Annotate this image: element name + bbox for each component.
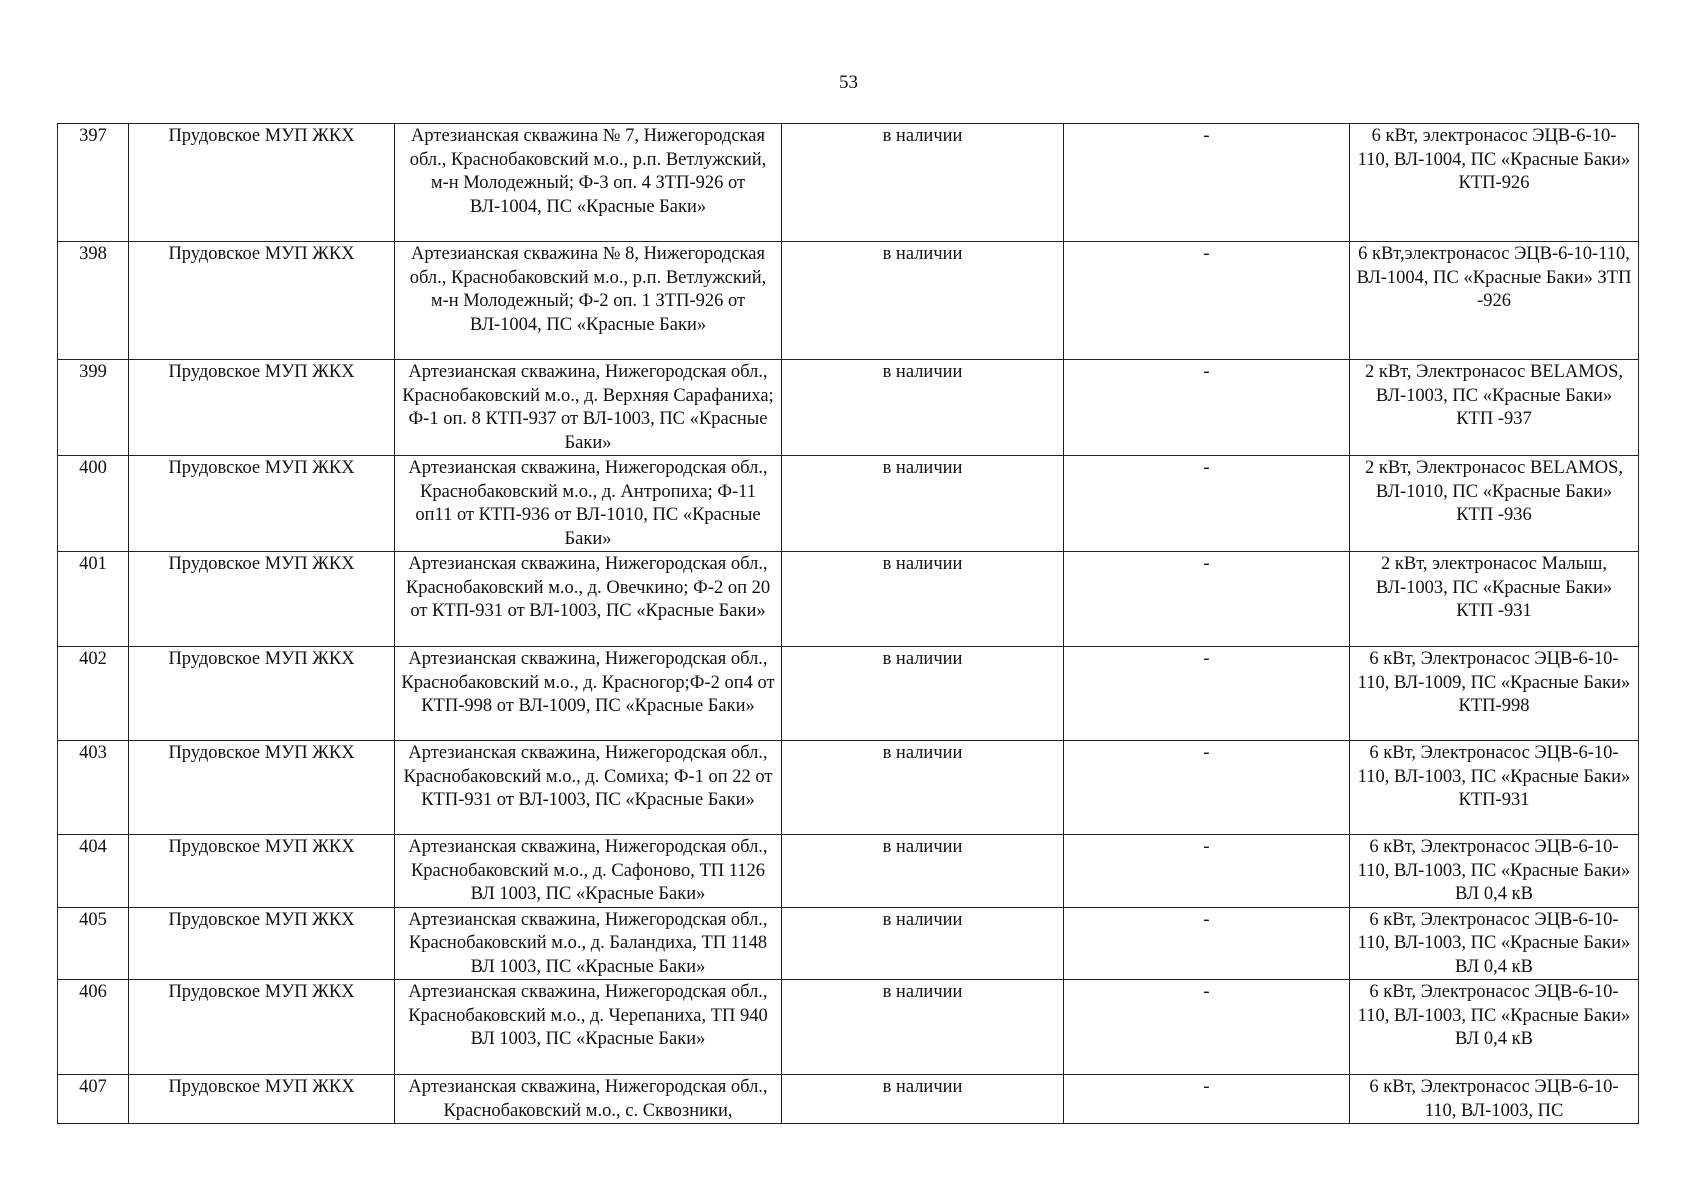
table-row	[58, 980, 1639, 1075]
dash-cell: -	[1064, 741, 1350, 835]
status-cell: в наличии	[782, 980, 1064, 1075]
table-row	[58, 741, 1639, 835]
organization-cell: Прудовское МУП ЖКХ	[129, 360, 395, 456]
address-cell: Артезианская скважина, Нижегородская обл., Краснобаковский м.о., д. Черепаниха, ТП 940 ВЛ 1003, ПС «Красные Баки»	[395, 980, 782, 1075]
organization-cell: Прудовское МУП ЖКХ	[129, 647, 395, 741]
row-number: 402	[58, 647, 129, 741]
organization-cell: Прудовское МУП ЖКХ	[129, 552, 395, 647]
status-cell: в наличии	[782, 741, 1064, 835]
row-number: 398	[58, 242, 129, 360]
page-number: 53	[839, 72, 858, 93]
row-number: 405	[58, 907, 129, 980]
table-row	[58, 647, 1639, 741]
organization-cell: Прудовское МУП ЖКХ	[129, 741, 395, 835]
power-cell: 6 кВт, Электронасос ЭЦВ-6-10-110, ВЛ-1003, ПС «Красные Баки» ВЛ 0,4 кВ	[1350, 835, 1639, 908]
status-cell: в наличии	[782, 907, 1064, 980]
power-cell: 2 кВт, электронасос Малыш, ВЛ-1003, ПС «Красные Баки» КТП -931	[1350, 552, 1639, 647]
power-cell: 6 кВт, Электронасос ЭЦВ-6-10-110, ВЛ-1003, ПС	[1350, 1075, 1639, 1124]
dash-cell: -	[1064, 124, 1350, 242]
row-number: 403	[58, 741, 129, 835]
dash-cell: -	[1064, 907, 1350, 980]
organization-cell: Прудовское МУП ЖКХ	[129, 907, 395, 980]
address-cell: Артезианская скважина № 7, Нижегородская обл., Краснобаковский м.о., р.п. Ветлужский, м-н Молодежный; Ф-3 оп. 4 ЗТП-926 от ВЛ-1004, ПС «Красные Баки»	[395, 124, 782, 242]
row-number: 406	[58, 980, 129, 1075]
organization-cell: Прудовское МУП ЖКХ	[129, 1075, 395, 1124]
address-cell: Артезианская скважина, Нижегородская обл., Краснобаковский м.о., д. Овечкино; Ф-2 оп 20 от КТП-931 от ВЛ-1003, ПС «Красные Баки»	[395, 552, 782, 647]
address-cell: Артезианская скважина № 8, Нижегородская обл., Краснобаковский м.о., р.п. Ветлужский, м-н Молодежный; Ф-2 оп. 1 ЗТП-926 от ВЛ-1004, ПС «Красные Баки»	[395, 242, 782, 360]
dash-cell: -	[1064, 552, 1350, 647]
table-row	[58, 242, 1639, 360]
dash-cell: -	[1064, 980, 1350, 1075]
organization-cell: Прудовское МУП ЖКХ	[129, 124, 395, 242]
wells-table	[57, 123, 1639, 1124]
table-row	[58, 360, 1639, 456]
dash-cell: -	[1064, 1075, 1350, 1124]
status-cell: в наличии	[782, 1075, 1064, 1124]
row-number: 400	[58, 456, 129, 552]
table-row	[58, 1075, 1639, 1124]
table-row	[58, 552, 1639, 647]
table-row	[58, 835, 1639, 908]
address-cell: Артезианская скважина, Нижегородская обл., Краснобаковский м.о., с. Сквозники,	[395, 1075, 782, 1124]
row-number: 401	[58, 552, 129, 647]
row-number: 404	[58, 835, 129, 908]
row-number: 407	[58, 1075, 129, 1124]
row-number: 397	[58, 124, 129, 242]
power-cell: 6 кВт, Электронасос ЭЦВ-6-10-110, ВЛ-1003, ПС «Красные Баки» ВЛ 0,4 кВ	[1350, 980, 1639, 1075]
status-cell: в наличии	[782, 124, 1064, 242]
power-cell: 2 кВт, Электронасос BELAMOS, ВЛ-1003, ПС «Красные Баки» КТП -937	[1350, 360, 1639, 456]
power-cell: 6 кВт, Электронасос ЭЦВ-6-10-110, ВЛ-1003, ПС «Красные Баки» ВЛ 0,4 кВ	[1350, 907, 1639, 980]
organization-cell: Прудовское МУП ЖКХ	[129, 980, 395, 1075]
power-cell: 6 кВт, Электронасос ЭЦВ-6-10-110, ВЛ-1009, ПС «Красные Баки» КТП-998	[1350, 647, 1639, 741]
dash-cell: -	[1064, 835, 1350, 908]
dash-cell: -	[1064, 360, 1350, 456]
address-cell: Артезианская скважина, Нижегородская обл., Краснобаковский м.о., д. Сафоново, ТП 1126 ВЛ 1003, ПС «Красные Баки»	[395, 835, 782, 908]
address-cell: Артезианская скважина, Нижегородская обл., Краснобаковский м.о., д. Антропиха; Ф-11 оп11 от КТП-936 от ВЛ-1010, ПС «Красные Баки»	[395, 456, 782, 552]
power-cell: 6 кВт, Электронасос ЭЦВ-6-10-110, ВЛ-1003, ПС «Красные Баки» КТП-931	[1350, 741, 1639, 835]
power-cell: 6 кВт, электронасос ЭЦВ-6-10-110, ВЛ-1004, ПС «Красные Баки» КТП-926	[1350, 124, 1639, 242]
organization-cell: Прудовское МУП ЖКХ	[129, 242, 395, 360]
address-cell: Артезианская скважина, Нижегородская обл., Краснобаковский м.о., д. Сомиха; Ф-1 оп 22 от КТП-931 от ВЛ-1003, ПС «Красные Баки»	[395, 741, 782, 835]
status-cell: в наличии	[782, 242, 1064, 360]
row-number: 399	[58, 360, 129, 456]
dash-cell: -	[1064, 456, 1350, 552]
dash-cell: -	[1064, 647, 1350, 741]
power-cell: 6 кВт,электронасос ЭЦВ-6-10-110, ВЛ-1004, ПС «Красные Баки» ЗТП -926	[1350, 242, 1639, 360]
address-cell: Артезианская скважина, Нижегородская обл., Краснобаковский м.о., д. Баландиха, ТП 1148 ВЛ 1003, ПС «Красные Баки»	[395, 907, 782, 980]
status-cell: в наличии	[782, 456, 1064, 552]
organization-cell: Прудовское МУП ЖКХ	[129, 456, 395, 552]
dash-cell: -	[1064, 242, 1350, 360]
status-cell: в наличии	[782, 835, 1064, 908]
table-row	[58, 124, 1639, 242]
table-row	[58, 456, 1639, 552]
status-cell: в наличии	[782, 360, 1064, 456]
table-row	[58, 907, 1639, 980]
address-cell: Артезианская скважина, Нижегородская обл., Краснобаковский м.о., д. Верхняя Сарафаниха; Ф-1 оп. 8 КТП-937 от ВЛ-1003, ПС «Красные Баки»	[395, 360, 782, 456]
power-cell: 2 кВт, Электронасос BELAMOS, ВЛ-1010, ПС «Красные Баки» КТП -936	[1350, 456, 1639, 552]
status-cell: в наличии	[782, 647, 1064, 741]
status-cell: в наличии	[782, 552, 1064, 647]
organization-cell: Прудовское МУП ЖКХ	[129, 835, 395, 908]
address-cell: Артезианская скважина, Нижегородская обл., Краснобаковский м.о., д. Красногор;Ф-2 оп4 от КТП-998 от ВЛ-1009, ПС «Красные Баки»	[395, 647, 782, 741]
